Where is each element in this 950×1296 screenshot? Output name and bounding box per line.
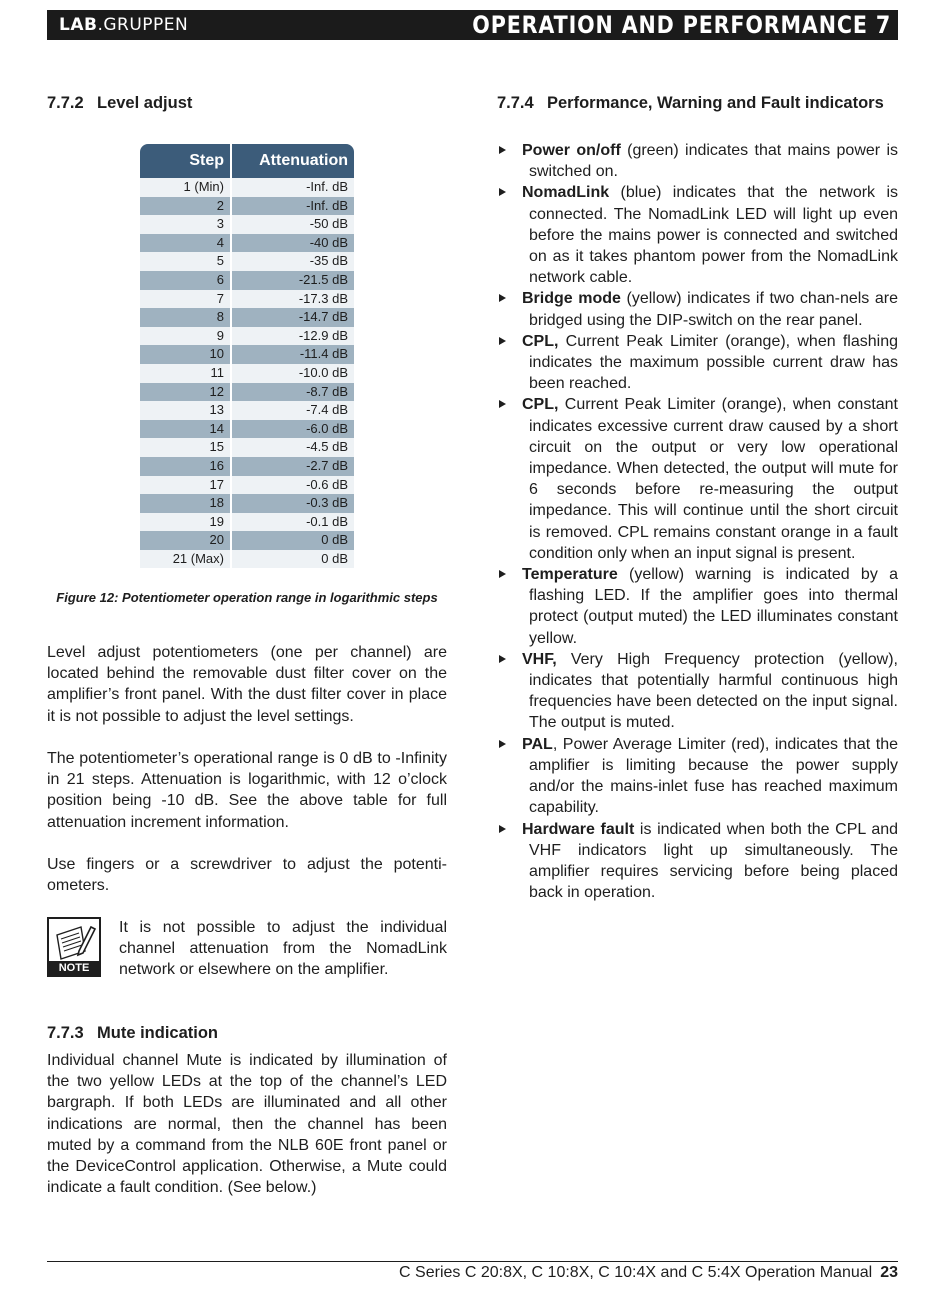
- indicator-description: Current Peak Limiter (orange), when flashing indicates the maximum possible current draw has been reached.: [529, 332, 898, 393]
- step-cell: 9: [140, 327, 231, 346]
- chapter-title: OPERATION AND PERFORMANCE 7: [472, 11, 892, 39]
- step-cell: 17: [140, 476, 231, 495]
- step-cell: 20: [140, 531, 231, 550]
- right-column: [497, 93, 899, 902]
- bullet-arrow-icon: [499, 188, 506, 196]
- brand-logo: LAB.GRUPPEN: [59, 15, 189, 35]
- step-cell: 11: [140, 364, 231, 383]
- step-cell: 19: [140, 513, 231, 532]
- indicator-item: [497, 182, 898, 288]
- step-cell: 3: [140, 215, 231, 234]
- attenuation-cell: -7.4 dB: [231, 401, 354, 420]
- table-row: [140, 327, 354, 346]
- indicator-term: CPL,: [522, 332, 559, 350]
- table-row: [140, 513, 354, 532]
- step-cell: 2: [140, 197, 231, 216]
- bullet-arrow-icon: [499, 337, 506, 345]
- step-cell: 12: [140, 383, 231, 402]
- indicator-description: (green) indicates that mains power is switched on.: [529, 142, 898, 181]
- indicator-term: Hardware fault: [522, 820, 635, 838]
- attenuation-cell: 0 dB: [231, 550, 354, 569]
- step-cell: 15: [140, 438, 231, 457]
- attenuation-cell: -17.3 dB: [231, 290, 354, 309]
- note-text: It is not possible to adjust the individual channel attenuation from the NomadLink network or elsewhere on the amplifier.: [119, 919, 447, 979]
- table-row: [140, 383, 354, 402]
- step-cell: 6: [140, 271, 231, 290]
- attenuation-cell: -21.5 dB: [231, 271, 354, 290]
- bullet-arrow-icon: [499, 400, 506, 408]
- indicator-description: (yellow) indicates if two chan-nels are bridged using the DIP-switch on the rear panel.: [529, 290, 898, 329]
- table-row: [140, 457, 354, 476]
- step-cell: 14: [140, 420, 231, 439]
- indicator-description: Very High Frequency protection (yellow), indicates that potentially harmful continuous high frequencies have been detected on the input signal. The output is muted.: [529, 650, 898, 732]
- attenuation-cell: -0.3 dB: [231, 494, 354, 513]
- indicator-list: [497, 140, 898, 903]
- indicator-term: PAL: [522, 735, 553, 753]
- table-row: [140, 364, 354, 383]
- note-pencil-icon: NOTE: [47, 917, 101, 977]
- attenuation-cell: -14.7 dB: [231, 308, 354, 327]
- attenuation-cell: -Inf. dB: [231, 197, 354, 216]
- bullet-arrow-icon: [499, 146, 506, 154]
- table-row: [140, 215, 354, 234]
- indicator-item: [497, 819, 898, 904]
- step-cell: 1 (Min): [140, 178, 231, 197]
- table-row: [140, 531, 354, 550]
- bullet-arrow-icon: [499, 570, 506, 578]
- indicator-term: NomadLink: [522, 184, 610, 202]
- heading-indicators: 7.7.4 Performance, Warning and Fault indicators: [497, 94, 884, 112]
- indicator-description: , Power Average Limiter (red), indicates that the amplifier is limiting because the power supply and/or the mains-inlet fuse has reached maximum capability.: [529, 735, 898, 817]
- indicator-term: VHF,: [522, 650, 557, 668]
- indicator-item: [497, 649, 898, 734]
- indicator-item: [497, 288, 898, 330]
- table-row: [140, 290, 354, 309]
- bullet-arrow-icon: [499, 740, 506, 748]
- paragraph-operational-range: The potentiometer’s operational range is 0 dB to -Infinity in 21 steps. Attenuation is logarithmic, with 12 o’clock position being -10 dB. See the above table for full attenuation increment information.: [47, 750, 447, 831]
- step-cell: 10: [140, 345, 231, 364]
- attenuation-cell: 0 dB: [231, 531, 354, 550]
- table-row: [140, 178, 354, 197]
- indicator-term: Temperature: [522, 566, 618, 584]
- left-column: [47, 93, 447, 1197]
- footer-rule: [47, 1261, 898, 1262]
- bullet-arrow-icon: [499, 655, 506, 663]
- attenuation-cell: -0.6 dB: [231, 476, 354, 495]
- table-row: [140, 420, 354, 439]
- heading-mute-indication: 7.7.3 Mute indication: [47, 1024, 218, 1042]
- indicator-item: [497, 734, 898, 819]
- table-row: [140, 197, 354, 216]
- step-cell: 8: [140, 308, 231, 327]
- page-header: [47, 10, 898, 40]
- attenuation-cell: -12.9 dB: [231, 327, 354, 346]
- attenuation-cell: -10.0 dB: [231, 364, 354, 383]
- attenuation-cell: -8.7 dB: [231, 383, 354, 402]
- figure-caption: Figure 12: Potentiometer operation range in logarithmic steps: [56, 590, 438, 605]
- attenuation-cell: -50 dB: [231, 215, 354, 234]
- step-cell: 13: [140, 401, 231, 420]
- table-row: [140, 271, 354, 290]
- attenuation-cell: -11.4 dB: [231, 345, 354, 364]
- table-row: [140, 252, 354, 271]
- table-header-step: Step: [140, 144, 231, 178]
- step-cell: 16: [140, 457, 231, 476]
- table-row: [140, 401, 354, 420]
- table-header-attenuation: Attenuation: [231, 144, 354, 178]
- indicator-item: [497, 140, 898, 182]
- indicator-description: (yellow) warning is indicated by a flashing LED. If the amplifier goes into thermal protect (output muted) the LED illuminates constant yellow.: [529, 566, 898, 647]
- indicator-item: [497, 394, 898, 564]
- step-cell: 5: [140, 252, 231, 271]
- attenuation-cell: -40 dB: [231, 234, 354, 253]
- indicator-description: Current Peak Limiter (orange), when constant indicates excessive current draw caused by a short circuit on the output or very low operational impedance. When detected, the output will mute for 6 seconds before re-measuring the output impedance. This will continue until the short circuit is removed. CPL remains constant orange in a fault condition only when an input signal is present.: [529, 396, 898, 562]
- footer-title: C Series C 20:8X, C 10:8X, C 10:4X and C 5:4X Operation Manual: [399, 1264, 873, 1281]
- table-row: [140, 550, 354, 569]
- table-row: [140, 476, 354, 495]
- indicator-term: Power on/off: [522, 142, 621, 159]
- paragraph-level-adjust: Level adjust potentiometers (one per channel) are located behind the removable dust filter cover on the amplifier’s front panel. With the dust filter cover in place it is not possible to adjust the level settings.: [47, 644, 447, 725]
- page-footer: [47, 1264, 898, 1282]
- attenuation-cell: -Inf. dB: [231, 178, 354, 197]
- attenuation-table: [140, 144, 354, 568]
- table-row: [140, 438, 354, 457]
- attenuation-cell: -4.5 dB: [231, 438, 354, 457]
- step-cell: 21 (Max): [140, 550, 231, 569]
- attenuation-cell: -35 dB: [231, 252, 354, 271]
- attenuation-cell: -6.0 dB: [231, 420, 354, 439]
- indicator-term: CPL,: [522, 396, 559, 414]
- paragraph-mute-indication: Individual channel Mute is indicated by illumination of the two yellow LEDs at the top of the channel’s LED bargraph. If both LEDs are illuminated and all other indications are normal, then the channel has been muted by a command from the NLB 60E front panel or the DeviceControl application. Otherwise, a Mute could indicate a fault condition. (See below.): [47, 1052, 447, 1197]
- indicator-term: Bridge mode: [522, 290, 621, 308]
- table-row: [140, 308, 354, 327]
- indicator-item: [497, 331, 898, 395]
- step-cell: 18: [140, 494, 231, 513]
- page-number: 23: [880, 1264, 898, 1281]
- bullet-arrow-icon: [499, 825, 506, 833]
- table-row: [140, 345, 354, 364]
- step-cell: 4: [140, 234, 231, 253]
- indicator-description: (blue) indicates that the network is connected. The NomadLink LED will light up even before the mains power is connected and switched on as it takes phantom power from the NomadLink network cable.: [529, 184, 898, 287]
- step-cell: 7: [140, 290, 231, 309]
- heading-level-adjust: 7.7.2 Level adjust: [47, 94, 193, 112]
- paragraph-adjust-method: Use fingers or a screwdriver to adjust the potenti-ometers.: [47, 856, 447, 895]
- attenuation-cell: -2.7 dB: [231, 457, 354, 476]
- table-row: [140, 494, 354, 513]
- note-box: [47, 917, 447, 981]
- bullet-arrow-icon: [499, 294, 506, 302]
- indicator-description: is indicated when both the CPL and VHF indicators light up simultaneously. The amplifier requires servicing before being placed back in operation.: [529, 820, 899, 902]
- attenuation-cell: -0.1 dB: [231, 513, 354, 532]
- indicator-item: [497, 564, 898, 649]
- table-row: [140, 234, 354, 253]
